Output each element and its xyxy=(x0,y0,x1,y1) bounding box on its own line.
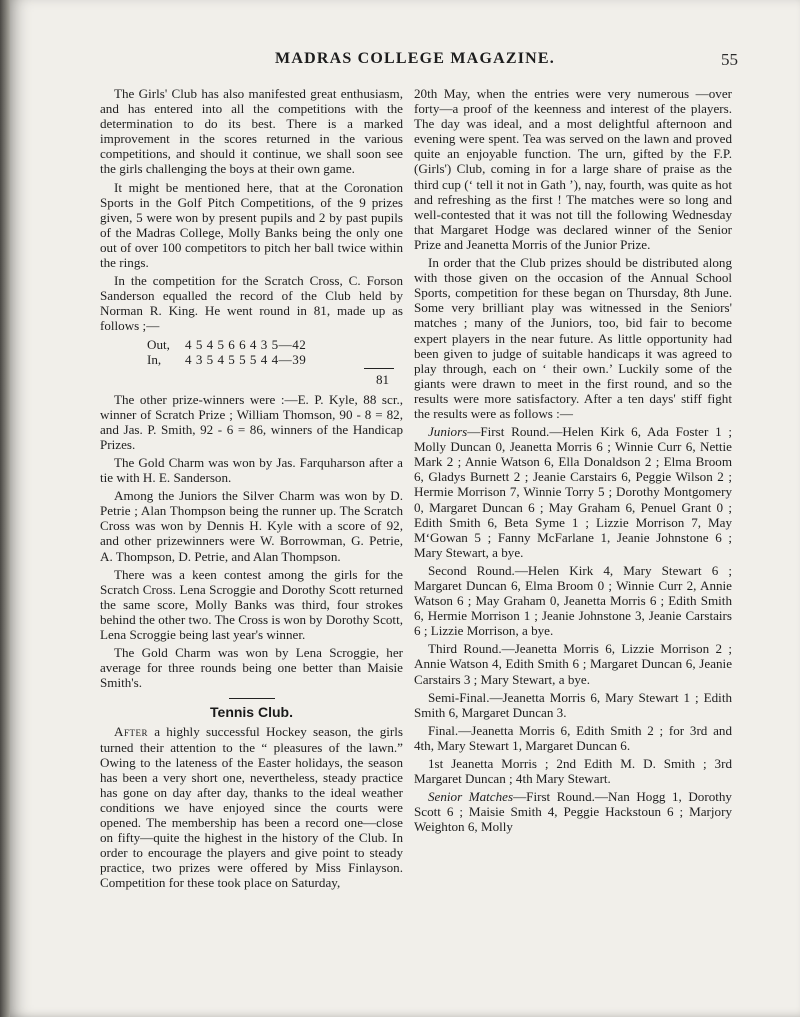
tennis-club-heading: Tennis Club. xyxy=(210,704,293,721)
paragraph-scratch-cross: In the competition for the Scratch Cross, C. Forson Sanderson equalled the record of the Club held by Norman R. King. He went round in 81, made up as follows ;— xyxy=(100,273,403,334)
senior-matches-text: —First Round.—Nan Hogg 1, Dorothy Scott 6 ; Maisie Smith 4, Peggie Hackstoun 6 ; Marjory Weighton 6, Molly xyxy=(414,789,732,835)
paragraph-prize-winners: The other prize-winners were :—E. P. Kyle, 88 scr., winner of Scratch Prize ; William Thomson, 90 - 8 = 82, and Jas. P. Smith, 92 - 6 = 86, winners of the Handicap Prizes. xyxy=(100,391,403,452)
paragraph-tennis-continued: 20th May, when the entries were very numerous —over forty—a proof of the keenness and interest of the players. The day was ideal, and a most delightful afternoon and evening were spent. Tea was served on the lawn and proved quite an enjoyable function. The urn, gifted by the F.P. (Girls') Club, coming in for a large share of praise as the third cup (‘ tell it not in Gath ’), nay, fourth, was quite as hot and refreshing as the first ! The matches were so long and well-contested that it was not till the following Wednesday that Margaret Hodge was declared winner of the Senior Prize and Jeanetta Morris of the Junior Prize. xyxy=(414,86,732,252)
score-total-rule xyxy=(364,368,394,369)
paragraph-juniors-silver-charm: Among the Juniors the Silver Charm was won by D. Petrie ; Alan Thompson being the runner up. The Scratch Cross was won by Dennis H. Kyle with a score of 92, and other prizewinners were W. Borrowman, G. Petrie, A. Thompson, D. Petrie, and Alan Thompson. xyxy=(100,488,403,564)
page-number: 55 xyxy=(721,50,738,69)
paragraph-third-round: Third Round.—Jeanetta Morris 6, Lizzie Morrison 2 ; Annie Watson 4, Edith Smith 6 ; Margaret Duncan 6, Jeanie Carstairs 3 ; Mary Stewart, a bye. xyxy=(414,641,732,687)
paragraph-final: Final.—Jeanetta Morris 6, Edith Smith 2 ; for 3rd and 4th, Mary Stewart 1, Margaret Duncan 6. xyxy=(414,722,732,753)
score-label-out: Out, xyxy=(147,336,170,352)
score-holes-in: 4 3 5 4 5 5 5 4 4—39 xyxy=(185,351,307,367)
paragraph-tennis-intro xyxy=(100,724,403,890)
magazine-title: MADRAS COLLEGE MAGAZINE. xyxy=(275,50,555,67)
tennis-intro-text: a highly successful Hockey season, the girls turned their attention to the “ pleasures of the lawn.” Owing to the lateness of the Easter holidays, the season has been a very short one, nevertheless, steady practice has gone on day after day, thanks to the ideal weather conditions we have enjoyed since the courts were opened. The membership has been a record one—close on fifty—quite the highest in the history of the Club. In order to encourage the players and give point to steady practice, two prizes were offered by Miss Finlayson. Competition for these took place on Saturday, xyxy=(100,724,403,891)
running-header xyxy=(10,50,800,72)
senior-matches-label: Senior Matches xyxy=(428,789,514,805)
paragraph-second-round: Second Round.—Helen Kirk 4, Mary Stewart 6 ; Margaret Duncan 6, Elma Broom 0 ; Winnie Curr 2, Annie Watson 6 ; May Graham 0, Jeanetta Morris 6 ; Edith Smith 6, Hermie Morrison 1 ; Jeanie Johnstone 3, Jeanie Carstairs 6 ; Lizzie Morrison, a bye. xyxy=(414,562,732,639)
paragraph-juniors-first-round xyxy=(414,424,732,560)
paragraph-coronation-sports: It might be mentioned here, that at the Coronation Sports in the Golf Pitch Competitions, of the 9 prizes given, 5 were won by present pupils and 2 by past pupils of the Madras College, Molly Banks being the only one out of over 100 competitors to pitch her ball twice within the rings. xyxy=(100,179,403,271)
juniors-label: Juniors xyxy=(428,424,468,440)
paragraph-senior-matches xyxy=(414,789,732,834)
right-column xyxy=(414,86,732,838)
left-column xyxy=(100,86,403,894)
tennis-lead-word: After xyxy=(114,724,148,740)
juniors-first-round-text: —First Round.—Helen Kirk 6, Ada Foster 1 ; Molly Duncan 0, Jeanetta Morris 6 ; Winnie Curr 6, Nettie Mark 2 ; Annie Watson 6, Ella Donaldson 2 ; Elma Broom 6, Gladys Burnett 2 ; Jeanie Carstairs 6, Peggie Wilson 2 ; Hermie Morrison 7, Winnie Torry 5 ; Dorothy Montgomery 0, Margaret Duncan 6 ; May Graham 6, Penuel Grant 0 ; Edith Smith 6, Beta Syme 1 ; Lizzie Morrison 7, May M‘Gowan 5 ; Fanny McFarlane 1, Jeanie Johnstone 6 ; Mary Stewart, a bye. xyxy=(414,424,732,560)
section-divider xyxy=(229,698,275,699)
score-row-in xyxy=(147,352,403,367)
paragraph-girls-gold-charm: The Gold Charm was won by Lena Scroggie, her average for three rounds being one better than Maisie Smith's. xyxy=(100,645,403,691)
paragraph-gold-charm: The Gold Charm was won by Jas. Farquharson after a tie with H. E. Sanderson. xyxy=(100,454,403,486)
paragraph-girls-scratch-cross: There was a keen contest among the girls for the Scratch Cross. Lena Scroggie and Dorothy Scott returned the same score, Molly Banks was third, four strokes behind the other two. The Cross is won by Dorothy Scott, Lena Scroggie being last year's winner. xyxy=(100,566,403,642)
magazine-page xyxy=(10,0,800,1017)
paragraph-club-prizes: In order that the Club prizes should be distributed along with those given on the occasion of the Annual School Sports, competition for these began on Thursday, 8th June. Some very brilliant play was witnessed in the Seniors' matches ; many of the Juniors, too, bid fair to become expert players in the near future. As little opportunity had been given to judge of suitable handicaps it was agreed to play through, each on ‘ their own.’ Luckily some of the giants were drawn to meet in the first round, and so the results were more satisfactory. After a ten days' stiff fight the results were as follows :— xyxy=(414,255,732,421)
score-label-in: In, xyxy=(147,351,162,367)
score-row-out xyxy=(147,337,403,352)
paragraph-girls-club: The Girls' Club has also manifested great enthusiasm, and has entered into all the competitions with the determination to do its best. There is a marked improvement in the scores returned in the various competitions, and should it continue, we shall soon see the girls challenging the boys at their own game. xyxy=(100,86,403,177)
score-holes-out: 4 5 4 5 6 6 4 3 5—42 xyxy=(185,336,307,352)
score-total: 81 xyxy=(376,371,390,387)
paragraph-semi-final: Semi-Final.—Jeanetta Morris 6, Mary Stewart 1 ; Edith Smith 6, Margaret Duncan 3. xyxy=(414,689,732,720)
paragraph-placings: 1st Jeanetta Morris ; 2nd Edith M. D. Smith ; 3rd Margaret Duncan ; 4th Mary Stewart. xyxy=(414,756,732,787)
golf-scorecard xyxy=(147,337,403,387)
